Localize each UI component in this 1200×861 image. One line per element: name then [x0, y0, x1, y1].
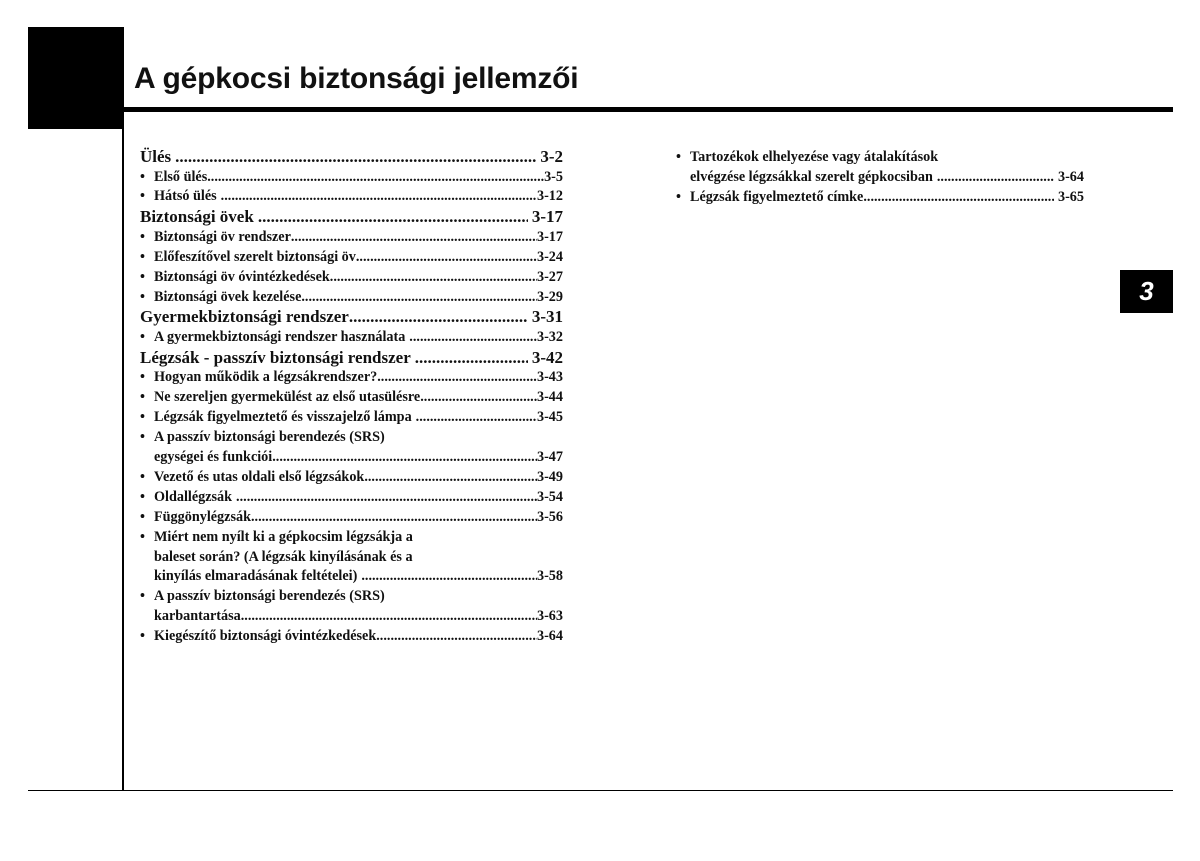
bullet-icon: • — [140, 228, 145, 245]
toc-item-srs-karbantartasa-cont[interactable]: karbantartása ..... 3-63 — [140, 607, 563, 627]
toc-section-legzsak[interactable]: Légzsák - passzív biztonsági rendszer ..... 3-42 — [140, 348, 563, 369]
bullet-icon: • — [140, 389, 145, 406]
toc-item-figyelmezteto-cimke[interactable]: • Légzsák figyelmeztető címke ..... 3-65 — [676, 188, 1084, 208]
toc-item-legzsakrendszer[interactable]: • Hogyan működik a légzsákrendszer? ..... 3-43 — [140, 368, 563, 388]
toc-section-biztonsagi-ovek[interactable]: Biztonsági övek ..... 3-17 — [140, 207, 563, 228]
chapter-title: A gépkocsi biztonsági jellemzői — [134, 62, 579, 95]
toc-item-gyermek-hasznalata[interactable]: • A gyermekbiztonsági rendszer használata ..... 3-32 — [140, 328, 563, 348]
toc-item-tartozekok-cont[interactable]: elvégzése légzsákkal szerelt gépkocsiban ..... 3-64 — [676, 168, 1084, 188]
toc-item-figyelmezteto-lampa[interactable]: • Légzsák figyelmeztető és visszajelző lámpa ..... 3-45 — [140, 408, 563, 428]
bullet-icon: • — [140, 168, 145, 185]
toc-item-srs-egysegei[interactable]: • A passzív biztonsági berendezés (SRS) — [140, 428, 563, 448]
bullet-icon: • — [140, 248, 145, 265]
toc-item-fuggonylegzsak[interactable]: • Függönylégzsák ..... 3-56 — [140, 508, 563, 528]
bullet-icon: • — [140, 468, 145, 485]
toc-item-elofeszito[interactable]: • Előfeszítővel szerelt biztonsági öv ..... 3-24 — [140, 248, 563, 268]
bullet-icon: • — [140, 369, 145, 386]
toc-section-ules[interactable]: Ülés ..... 3-2 — [140, 147, 563, 168]
bullet-icon: • — [140, 628, 145, 645]
bullet-icon: • — [676, 149, 681, 165]
toc-item-elso-legzsakok[interactable]: • Vezető és utas oldali első légzsákok ..... 3-49 — [140, 468, 563, 488]
toc-item-elso-ules[interactable]: • Első ülés ..... 3-5 — [140, 168, 563, 188]
bullet-icon: • — [140, 528, 145, 545]
bullet-icon: • — [140, 508, 145, 525]
toc-item-gyermekules[interactable]: • Ne szereljen gyermekülést az első utasülésre ..... 3-44 — [140, 388, 563, 408]
toc-item-ovek-kezelese[interactable]: • Biztonsági övek kezelése ..... 3-29 — [140, 288, 563, 308]
bullet-icon: • — [140, 268, 145, 285]
bullet-icon: • — [140, 288, 145, 305]
toc-item-kiegeszito[interactable]: • Kiegészítő biztonsági óvintézkedések ..... 3-64 — [140, 627, 563, 647]
bottom-rule — [28, 790, 1173, 791]
bullet-icon: • — [140, 409, 145, 426]
toc-item-miert-nem-nyilt-cont1[interactable]: baleset során? (A légzsák kinyílásának és a — [154, 548, 413, 565]
bullet-icon: • — [140, 488, 145, 505]
toc-item-hatso-ules[interactable]: • Hátsó ülés ..... 3-12 — [140, 187, 563, 207]
chapter-black-block — [28, 27, 124, 129]
toc-item-srs-egysegei-cont[interactable]: egységei és funkciói ..... 3-47 — [140, 448, 563, 468]
toc-item-miert-nem-nyilt[interactable]: • Miért nem nyílt ki a gépkocsim légzsákja a — [140, 528, 563, 548]
toc-item-ov-ovintezkedesek[interactable]: • Biztonsági öv óvintézkedések ..... 3-27 — [140, 268, 563, 288]
toc-item-ov-rendszer[interactable]: • Biztonsági öv rendszer ..... 3-17 — [140, 228, 563, 248]
bullet-icon: • — [676, 188, 681, 205]
chapter-tab: 3 — [1120, 270, 1173, 313]
toc-item-miert-nem-nyilt-cont2[interactable]: kinyílás elmaradásának feltételei) ..... 3-58 — [140, 567, 563, 587]
toc-left-column — [140, 147, 563, 647]
bullet-icon: • — [140, 429, 145, 446]
toc-right-column — [676, 148, 1084, 208]
bullet-icon: • — [140, 328, 145, 345]
bullet-icon: • — [140, 188, 145, 205]
toc-item-tartozekok[interactable]: • Tartozékok elhelyezése vagy átalakítások — [676, 148, 1084, 168]
leader-dots — [175, 147, 536, 168]
toc-item-srs-karbantartasa[interactable]: • A passzív biztonsági berendezés (SRS) — [140, 587, 563, 607]
title-underline — [124, 107, 1173, 112]
margin-vertical-line — [122, 127, 124, 791]
bullet-icon: • — [140, 588, 145, 605]
toc-item-oldallegzsak[interactable]: • Oldallégzsák ..... 3-54 — [140, 488, 563, 508]
toc-section-gyermekbiztonsagi[interactable]: Gyermekbiztonsági rendszer ..... 3-31 — [140, 307, 563, 328]
